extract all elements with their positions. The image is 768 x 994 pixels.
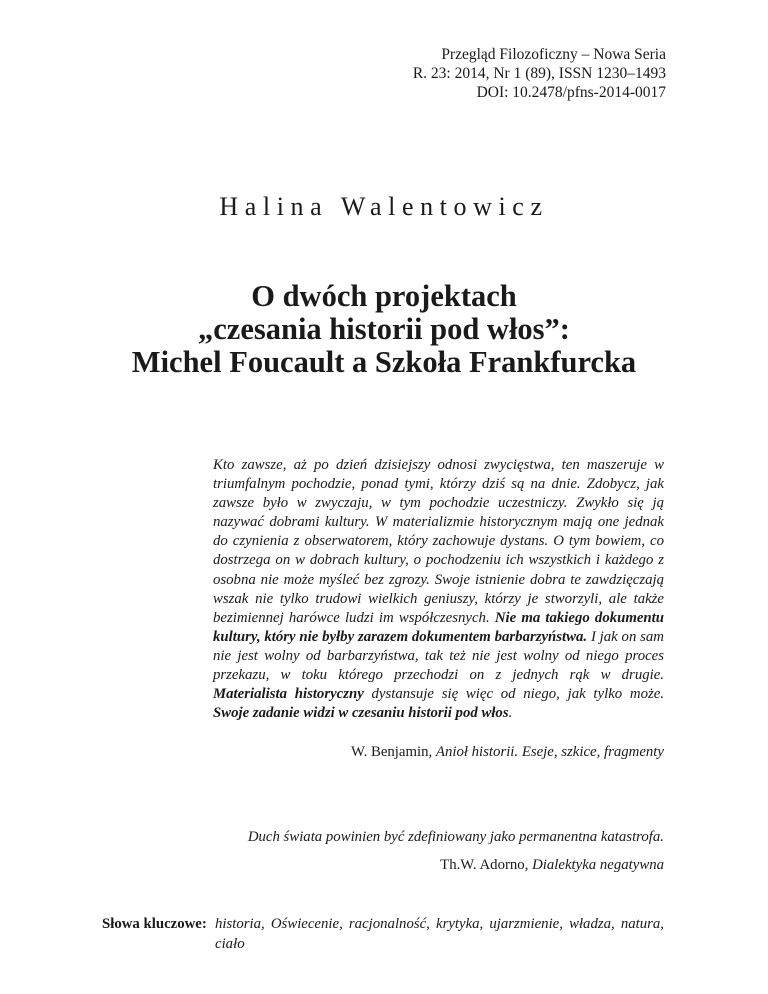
keywords-text: historia, Oświecenie, racjonalność, krytyka, ujarzmienie, władza, natura, ciało xyxy=(215,916,664,952)
keywords-label: Słowa kluczowe: xyxy=(102,916,207,932)
article-title xyxy=(0,280,768,379)
source-work: Anioł historii. Eseje, szkice, fragmenty xyxy=(435,744,664,760)
source-author: Th.W. Adorno, xyxy=(440,857,533,873)
epigraph-text: I jak on sam nie jest wolny od barbarzyństwa, tak też nie jest wolny od niego proces przekazu, w toku którego przechodzi on z jednych rąk w drugie. xyxy=(213,628,664,684)
source-author: W. Benjamin, xyxy=(350,744,436,760)
epigraph-benjamin xyxy=(213,456,664,723)
epigraph-bold: Swoje zadanie widzi w czesaniu historii pod włos xyxy=(213,705,509,722)
epigraph-adorno: Duch świata powinien być zdefiniowany jako permanentna katastrofa. xyxy=(247,829,664,845)
title-line-2: „czesania historii pod włos”: xyxy=(198,312,570,346)
author-name: Halina Walentowicz xyxy=(219,192,549,221)
epigraph-source-adorno xyxy=(440,856,664,875)
journal-name: Przegląd Filozoficzny – Nowa Seria xyxy=(441,46,666,63)
source-work: Dialektyka negatywna xyxy=(532,857,664,873)
epigraph-text: dystansuje się więc od niego, jak tylko może. xyxy=(371,686,665,703)
epigraph-text: Kto zawsze, aż po dzień dzisiejszy odnosi zwycięstwa, ten maszeruje w triumfalnym pochodzie, ponad tymi, którzy dziś są na dnie. Zdobycz, jak zawsze było w zwyczaju, w tym pochodzie uczestniczy. Zwykło się ją nazywać dobrami kultury. W materializmie historycznym mają one jednak do czynienia z obserwatorem, który zachowuje dystans. O tym bowiem, co dostrzega on w dobrach kultury, o pochodzeniu ich wszystkich i każdego z osobna nie może myśleć bez zgrozy. Swoje istnienie dobra te zawdzięczają wszak nie tylko trudowi wielkich geniuszy, którzy je stworzyli, ale także bezimiennej harówce ludzi im współczesnych. xyxy=(213,457,664,626)
title-line-3: Michel Foucault a Szkoła Frankfurcka xyxy=(131,345,637,379)
journal-doi: DOI: 10.2478/pfns-2014-0017 xyxy=(476,84,666,101)
journal-header xyxy=(413,45,666,102)
epigraph-source-benjamin xyxy=(351,743,664,762)
keywords xyxy=(102,914,664,954)
title-line-1: O dwóch projektach xyxy=(251,279,517,313)
journal-issue: R. 23: 2014, Nr 1 (89), ISSN 1230–1493 xyxy=(412,65,666,82)
epigraph-end: . xyxy=(508,705,513,722)
epigraph-bold: Nie ma takiego dokumentu kultury, który nie byłby zarazem dokumentem barbarzyństwa. xyxy=(213,609,665,645)
epigraph-bold: Materialista historyczny xyxy=(213,686,364,703)
